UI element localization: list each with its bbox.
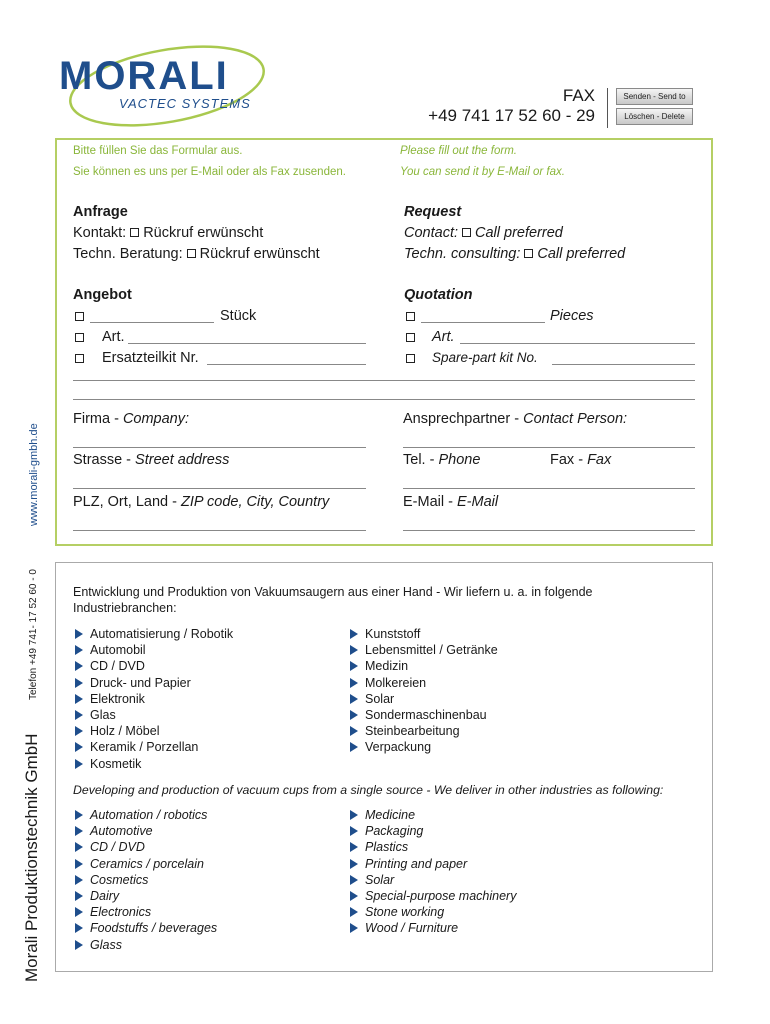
industry-list-item xyxy=(75,658,233,674)
phone-label xyxy=(403,452,480,468)
industry-list-item xyxy=(350,675,498,691)
pieces-checkbox-de[interactable] xyxy=(75,312,84,321)
industry-list-item xyxy=(75,872,217,888)
bullet-triangle-icon xyxy=(75,629,83,639)
bullet-triangle-icon xyxy=(350,710,358,720)
street-label-en: Street address xyxy=(135,452,230,468)
inquiry-title-de: Anfrage xyxy=(73,204,128,220)
tech-callback-checkbox-en[interactable] xyxy=(524,249,533,258)
industry-name: Medizin xyxy=(365,659,409,674)
contact-label-de: Kontakt: xyxy=(73,225,127,241)
industry-name: Cosmetics xyxy=(90,872,149,887)
industries-intro-en: Developing and production of vacuum cups from a single source - We deliver in other industries as following: xyxy=(73,783,664,797)
art-field-de[interactable] xyxy=(128,343,366,344)
tech-label-de: Techn. Beratung: xyxy=(73,246,183,262)
contact-option-en: Call preferred xyxy=(475,225,563,241)
zip-label-en: ZIP code, City, Country xyxy=(181,494,330,510)
industry-name: Electronics xyxy=(90,905,152,920)
bullet-triangle-icon xyxy=(75,859,83,869)
industries-intro-de: Entwicklung und Produktion von Vakuumsaugern aus einer Hand - Wir liefern u. a. in folgende Industriebranchen: xyxy=(73,585,593,615)
industry-name: Sondermaschinenbau xyxy=(365,708,487,723)
bullet-triangle-icon xyxy=(350,859,358,869)
bullet-triangle-icon xyxy=(350,678,358,688)
industry-name: Dairy xyxy=(90,889,120,904)
contact-person-label-en: Contact Person: xyxy=(523,411,628,427)
bullet-triangle-icon xyxy=(75,742,83,752)
industry-list-item xyxy=(350,739,498,755)
industry-list-item xyxy=(350,920,516,936)
industry-name: Steinbearbeitung xyxy=(365,724,460,739)
logo-wordmark: MORALI xyxy=(59,54,229,98)
bullet-triangle-icon xyxy=(75,726,83,736)
header-divider xyxy=(607,88,608,128)
fax-label-de: Fax - xyxy=(550,452,588,468)
spare-checkbox-en[interactable] xyxy=(406,354,415,363)
industry-list-item xyxy=(75,823,217,839)
company-label-de: Firma - xyxy=(73,411,123,427)
industry-list-item xyxy=(75,707,233,723)
quote-title-de: Angebot xyxy=(73,287,132,303)
industry-name: Medicine xyxy=(365,808,416,822)
intro-en-line2: You can send it by E-Mail or fax. xyxy=(400,166,565,178)
contact-row-en xyxy=(404,225,563,241)
bullet-triangle-icon xyxy=(75,907,83,917)
industry-list-item xyxy=(350,904,516,920)
industry-list-item xyxy=(350,823,516,839)
bullet-triangle-icon xyxy=(75,645,83,655)
industry-list-item xyxy=(75,756,233,772)
industry-list-item xyxy=(350,872,516,888)
industry-list-item xyxy=(350,642,498,658)
spare-field-de[interactable] xyxy=(207,364,366,365)
bullet-triangle-icon xyxy=(75,891,83,901)
bullet-triangle-icon xyxy=(350,875,358,885)
email-label xyxy=(403,494,498,510)
notes-line-1[interactable] xyxy=(73,380,695,381)
pieces-checkbox-en[interactable] xyxy=(406,312,415,321)
art-label-de: Art. xyxy=(102,329,125,345)
industry-name: Druck- und Papier xyxy=(90,675,191,690)
industry-list-item xyxy=(75,642,233,658)
bullet-triangle-icon xyxy=(75,810,83,820)
bullet-triangle-icon xyxy=(350,742,358,752)
industry-name: Ceramics / porcelain xyxy=(90,856,204,871)
bullet-triangle-icon xyxy=(75,759,83,769)
industry-name: Printing and paper xyxy=(365,856,468,871)
art-checkbox-de[interactable] xyxy=(75,333,84,342)
zip-label xyxy=(73,494,329,510)
bullet-triangle-icon xyxy=(75,710,83,720)
contact-person-label-de: Ansprechpartner - xyxy=(403,411,524,427)
industry-name: Kosmetik xyxy=(90,756,142,771)
company-label xyxy=(73,411,189,427)
industry-list-item xyxy=(350,691,498,707)
industry-list-item xyxy=(75,691,233,707)
contact-label-en: Contact: xyxy=(404,225,458,241)
industry-name: Special-purpose machinery xyxy=(365,889,517,904)
industry-list-item xyxy=(75,856,217,872)
street-label xyxy=(73,452,229,468)
industry-list-item xyxy=(350,723,498,739)
pieces-label-en: Pieces xyxy=(550,308,594,324)
industry-name: CD / DVD xyxy=(90,840,145,855)
callback-checkbox-de[interactable] xyxy=(130,228,139,237)
spare-checkbox-de[interactable] xyxy=(75,354,84,363)
industries-list-de-left xyxy=(75,626,233,772)
send-button[interactable]: Senden - Send to xyxy=(616,88,693,105)
bullet-triangle-icon xyxy=(350,891,358,901)
intro-en-line1: Please fill out the form. xyxy=(400,145,517,157)
industry-list-item xyxy=(75,839,217,855)
bullet-triangle-icon xyxy=(75,661,83,671)
street-input[interactable] xyxy=(73,488,366,489)
industry-name: Verpackung xyxy=(365,740,432,755)
industry-name: Foodstuffs / beverages xyxy=(90,921,218,936)
tech-row-de xyxy=(73,246,320,262)
fax-number: +49 741 17 52 60 - 29 xyxy=(428,106,595,125)
industry-list-item xyxy=(75,723,233,739)
industry-list-item xyxy=(75,888,217,904)
inquiry-title-en: Request xyxy=(404,204,462,220)
industry-name: Automatisierung / Robotik xyxy=(90,627,234,641)
industry-list-item xyxy=(75,739,233,755)
industry-name: Wood / Furniture xyxy=(365,921,459,936)
tech-option-de: Rückruf erwünscht xyxy=(199,246,320,262)
industry-name: Plastics xyxy=(365,840,409,855)
pieces-label-de: Stück xyxy=(220,308,257,324)
industry-list-item xyxy=(350,707,498,723)
industry-list-item xyxy=(350,807,516,823)
company-logo xyxy=(55,38,270,128)
industry-name: Glass xyxy=(90,937,122,952)
industry-name: Stone working xyxy=(365,905,445,920)
quote-title-en: Quotation xyxy=(404,287,473,303)
contact-option-de: Rückruf erwünscht xyxy=(143,225,264,241)
bullet-triangle-icon xyxy=(75,678,83,688)
industry-name: Lebensmittel / Getränke xyxy=(365,643,498,658)
tech-label-en: Techn. consulting: xyxy=(404,246,521,262)
industries-list-en-right xyxy=(350,807,516,937)
industry-name: Elektronik xyxy=(90,691,145,706)
industry-list-item xyxy=(75,626,233,642)
art-field-en[interactable] xyxy=(460,343,695,344)
industry-list-item xyxy=(350,839,516,855)
bullet-triangle-icon xyxy=(350,923,358,933)
tech-option-en: Call preferred xyxy=(537,246,626,262)
industry-list-item xyxy=(350,856,516,872)
industry-name: Holz / Möbel xyxy=(90,724,160,739)
phone-number-vertical: Telefon +49 741- 17 52 60 - 0 xyxy=(28,569,39,700)
industries-list-de-right xyxy=(350,626,498,756)
industry-name: Solar xyxy=(365,691,395,706)
intro-de-line1: Bitte füllen Sie das Formular aus. xyxy=(73,145,243,157)
spare-field-en[interactable] xyxy=(552,364,695,365)
fax-label: FAX xyxy=(562,86,595,105)
email-label-en: E-Mail xyxy=(456,494,499,510)
phone-fax-input[interactable] xyxy=(403,488,695,489)
spare-label-de: Ersatzteilkit Nr. xyxy=(102,350,199,366)
art-label-en: Art. xyxy=(432,329,455,345)
bullet-triangle-icon xyxy=(75,940,83,950)
spare-label-en: Spare-part kit No. xyxy=(432,350,538,365)
bullet-triangle-icon xyxy=(350,694,358,704)
company-label-en: Company: xyxy=(122,411,190,427)
industry-name: Molkereien xyxy=(365,675,427,690)
bullet-triangle-icon xyxy=(350,842,358,852)
zip-input[interactable] xyxy=(73,530,366,531)
pieces-field-de[interactable] xyxy=(90,322,214,323)
bullet-triangle-icon xyxy=(350,661,358,671)
industry-name: Keramik / Porzellan xyxy=(90,740,199,755)
tech-callback-checkbox-de[interactable] xyxy=(187,249,196,258)
industry-name: Automation / robotics xyxy=(90,808,208,822)
fax-label-en: Fax xyxy=(587,452,612,468)
industry-name: Automobil xyxy=(90,643,146,658)
notes-line-2[interactable] xyxy=(73,399,695,400)
industry-name: Solar xyxy=(365,872,395,887)
bullet-triangle-icon xyxy=(350,826,358,836)
contact-person-label xyxy=(403,411,627,427)
bullet-triangle-icon xyxy=(75,694,83,704)
contact-person-input[interactable] xyxy=(403,447,695,448)
industry-name: CD / DVD xyxy=(90,659,145,674)
industry-list-item xyxy=(75,920,217,936)
tech-row-en xyxy=(404,246,625,262)
industry-list-item xyxy=(75,807,217,823)
industry-list-item xyxy=(75,904,217,920)
art-checkbox-en[interactable] xyxy=(406,333,415,342)
intro-de-line2: Sie können es uns per E-Mail oder als Fax zusenden. xyxy=(73,166,346,178)
bullet-triangle-icon xyxy=(75,875,83,885)
industry-name: Packaging xyxy=(365,824,424,839)
company-name-vertical: Morali Produktionstechnik GmbH xyxy=(22,733,41,982)
bullet-triangle-icon xyxy=(75,842,83,852)
phone-label-en: Phone xyxy=(438,452,481,468)
bullet-triangle-icon xyxy=(75,923,83,933)
zip-label-de: PLZ, Ort, Land - xyxy=(73,494,181,510)
industry-list-item xyxy=(350,658,498,674)
pieces-field-en[interactable] xyxy=(421,322,545,323)
fax-field-label xyxy=(550,452,611,468)
street-label-de: Strasse - xyxy=(73,452,136,468)
contact-row-de xyxy=(73,225,263,241)
bullet-triangle-icon xyxy=(350,810,358,820)
industry-name: Glas xyxy=(90,708,116,723)
bullet-triangle-icon xyxy=(350,726,358,736)
industry-list-item xyxy=(75,675,233,691)
website-url: www.morali-gmbh.de xyxy=(28,423,40,526)
logo-subtitle: VACTEC SYSTEMS xyxy=(119,96,251,111)
company-input[interactable] xyxy=(73,447,366,448)
phone-label-de: Tel. - xyxy=(403,452,439,468)
industry-list-item xyxy=(350,888,516,904)
bullet-triangle-icon xyxy=(350,645,358,655)
industry-list-item xyxy=(350,626,498,642)
email-label-de: E-Mail - xyxy=(403,494,457,510)
industries-list-en-left xyxy=(75,807,217,953)
bullet-triangle-icon xyxy=(350,629,358,639)
bullet-triangle-icon xyxy=(350,907,358,917)
inquiry-form xyxy=(55,138,713,546)
email-input[interactable] xyxy=(403,530,695,531)
delete-button[interactable]: Löschen - Delete xyxy=(616,108,693,125)
bullet-triangle-icon xyxy=(75,826,83,836)
industry-list-item xyxy=(75,937,217,953)
callback-checkbox-en[interactable] xyxy=(462,228,471,237)
industry-name: Automotive xyxy=(90,824,153,839)
industry-name: Kunststoff xyxy=(365,627,421,641)
